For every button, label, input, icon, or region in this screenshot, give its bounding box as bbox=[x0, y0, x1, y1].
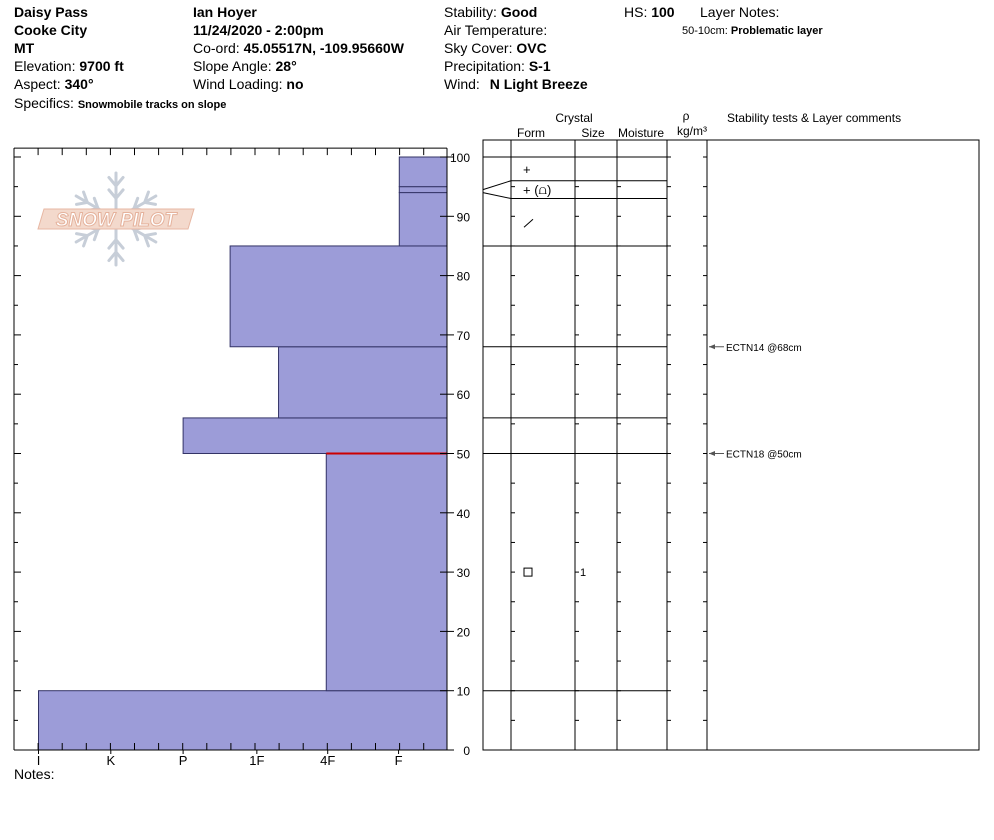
stability-test-arrowhead bbox=[709, 451, 715, 456]
layer-row-connector bbox=[483, 181, 511, 190]
hardness-layer bbox=[230, 246, 447, 347]
hardness-layer bbox=[326, 454, 447, 691]
air-temperature-label: Air Temperature: bbox=[444, 22, 548, 38]
wind-loading-value: no bbox=[286, 76, 304, 92]
density-symbol-header: ρ bbox=[682, 109, 690, 123]
layer-note-text: Problematic layer bbox=[730, 25, 823, 37]
hardness-tick-label: K bbox=[106, 753, 116, 768]
aspect-value: 340° bbox=[64, 76, 94, 92]
hardness-layer bbox=[399, 157, 447, 187]
snow-height-value: 100 bbox=[651, 4, 675, 20]
hardness-layer bbox=[183, 418, 447, 454]
elevation-value: 9700 ft bbox=[79, 58, 124, 74]
observation-datetime: 11/24/2020 - 2:00pm bbox=[193, 22, 324, 38]
depth-tick-label: 60 bbox=[456, 388, 470, 403]
layer-notes-label: Layer Notes: bbox=[700, 4, 780, 20]
snowflake-branch bbox=[76, 202, 87, 204]
snowpilot-logo bbox=[38, 173, 194, 265]
stability-test-label: ECTN18 @50cm bbox=[726, 449, 802, 461]
hardness-layer bbox=[399, 187, 447, 193]
layer-note-range: 50-10cm: bbox=[682, 25, 728, 37]
state-name: MT bbox=[14, 40, 35, 56]
stability-test-arrowhead bbox=[709, 344, 715, 349]
crystal-form-symbol: + (⩍) bbox=[523, 182, 552, 198]
form-header: Form bbox=[517, 126, 545, 140]
wind-loading-label: Wind Loading: bbox=[193, 76, 283, 92]
crystal-size-value: 1 bbox=[580, 567, 587, 580]
coordinates-value: 45.05517N, -109.95660W bbox=[243, 40, 404, 56]
area-name: Cooke City bbox=[14, 22, 88, 38]
crystal-form-slash-icon bbox=[524, 219, 533, 227]
hardness-layer bbox=[279, 347, 447, 418]
hardness-layers bbox=[39, 157, 447, 750]
crystal-form-square-icon bbox=[524, 568, 532, 576]
table-frame bbox=[483, 140, 979, 750]
notes-label: Notes: bbox=[14, 766, 55, 782]
stability-comments-header: Stability tests & Layer comments bbox=[727, 111, 902, 125]
depth-tick-label: 90 bbox=[456, 210, 470, 225]
snowflake-branch bbox=[145, 234, 156, 236]
specifics-label: Specifics: bbox=[14, 95, 74, 111]
aspect-label: Aspect: bbox=[14, 76, 61, 92]
crystal-forms bbox=[523, 162, 586, 579]
stability-value: Good bbox=[500, 4, 538, 20]
stability-label: Stability: bbox=[444, 4, 497, 20]
hardness-layer bbox=[399, 193, 447, 246]
location-name: Daisy Pass bbox=[14, 4, 88, 20]
stability-test-label: ECTN14 @68cm bbox=[726, 342, 802, 354]
depth-tick-label: 70 bbox=[456, 328, 470, 343]
wind-label: Wind: bbox=[444, 76, 480, 92]
hardness-tick-label: 4F bbox=[320, 753, 336, 768]
sky-cover-label: Sky Cover: bbox=[444, 40, 513, 56]
hardness-tick-label: F bbox=[394, 753, 403, 768]
stability-tests bbox=[709, 343, 802, 461]
depth-tick-label: 100 bbox=[449, 151, 470, 165]
observer-name: Ian Hoyer bbox=[193, 4, 257, 20]
moisture-header: Moisture bbox=[617, 126, 665, 140]
depth-tick-label: 40 bbox=[456, 506, 470, 521]
snow-height-label: HS: bbox=[624, 4, 648, 20]
depth-tick-label: 30 bbox=[456, 566, 470, 581]
crystal-form-symbol: + bbox=[523, 161, 531, 177]
snowflake-branch bbox=[76, 234, 87, 236]
sky-cover-value: OVC bbox=[516, 40, 547, 56]
layer-table bbox=[483, 140, 979, 750]
size-header: Size bbox=[581, 126, 605, 140]
slope-angle-value: 28° bbox=[275, 58, 297, 74]
density-unit-header: kg/m³ bbox=[677, 124, 707, 138]
depth-tick-label: 50 bbox=[456, 447, 470, 462]
slope-angle-label: Slope Angle: bbox=[193, 58, 272, 74]
hardness-tick-label: I bbox=[36, 753, 41, 768]
hardness-tick-label: P bbox=[178, 753, 188, 768]
depth-tick-label: 20 bbox=[456, 625, 470, 640]
layer-row-connector bbox=[483, 193, 511, 199]
specifics-value: Snowmobile tracks on slope bbox=[77, 99, 227, 111]
hardness-tick-label: 1F bbox=[249, 753, 265, 768]
depth-tick-label: 80 bbox=[456, 269, 470, 284]
depth-tick-label: 10 bbox=[456, 684, 470, 699]
wind-value: N Light Breeze bbox=[489, 76, 588, 92]
crystal-header: Crystal bbox=[555, 111, 593, 125]
precipitation-value: S-1 bbox=[528, 58, 551, 74]
depth-tick-label: 0 bbox=[463, 744, 470, 758]
logo-text: SNOW PILOT bbox=[55, 210, 177, 231]
coordinates-label: Co-ord: bbox=[193, 40, 240, 56]
precipitation-label: Precipitation: bbox=[444, 58, 525, 74]
snowflake-branch bbox=[145, 202, 156, 204]
elevation-label: Elevation: bbox=[14, 58, 76, 74]
hardness-layer bbox=[39, 691, 447, 750]
